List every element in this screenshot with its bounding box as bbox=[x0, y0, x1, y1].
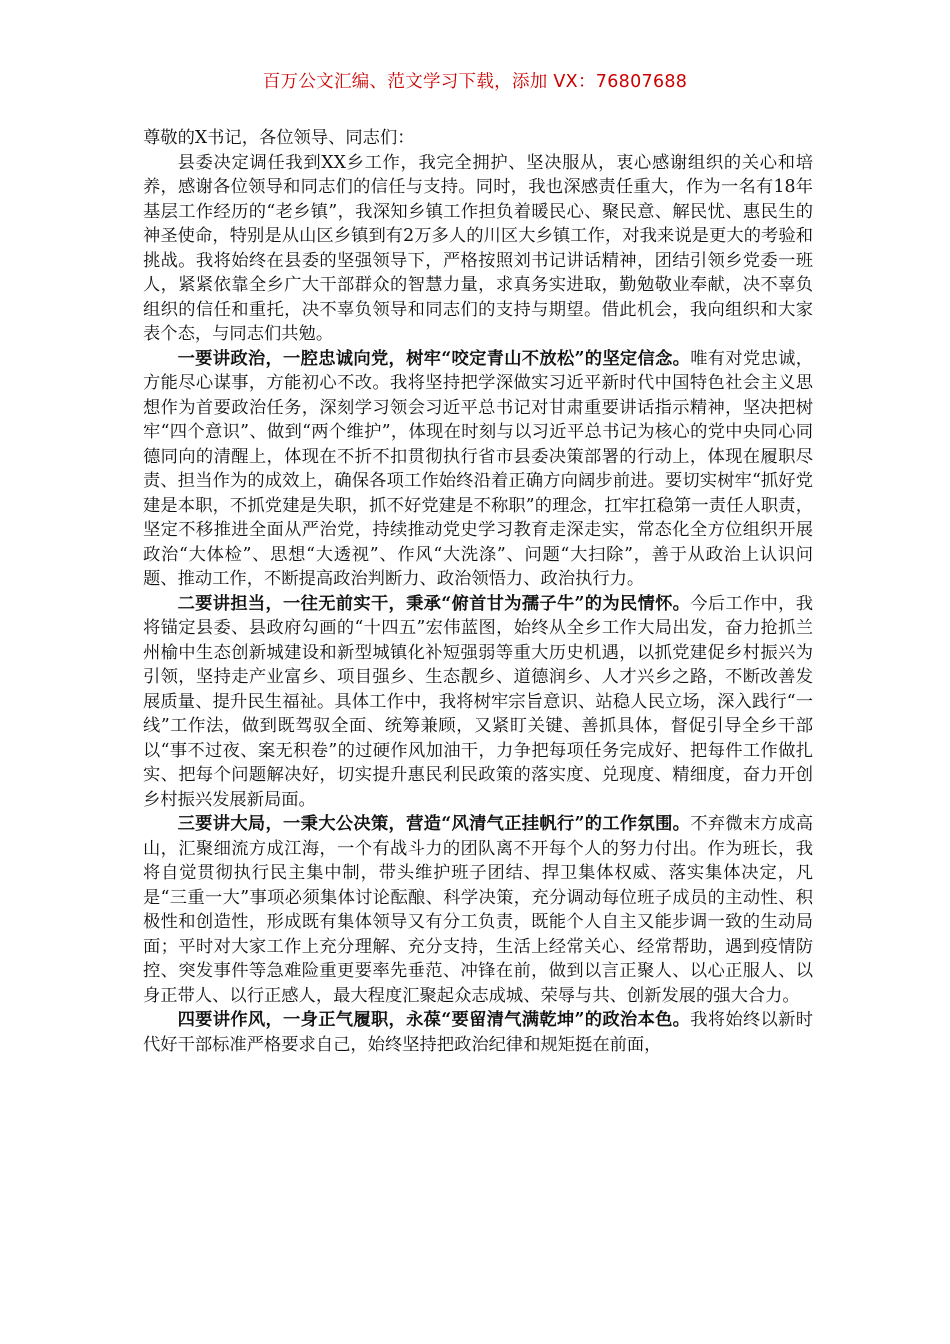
speech-body bbox=[143, 126, 813, 1057]
salutation: 尊敬的X书记，各位领导、同志们： bbox=[143, 128, 415, 148]
section-heading: 四要讲作风，一身正气履职，永葆“要留清气满乾坤”的政治本色。 bbox=[177, 1010, 691, 1030]
intro-paragraph: 县委决定调任我到XX乡工作，我完全拥护、坚决服从，衷心感谢组织的关心和培养，感谢各位领导和同志们的信任与支持。同时，我也深感责任重大，作为一名有18年基层工作经历的“老乡镇”，我深知乡镇工作担负着暖民心、聚民意、解民忧、惠民生的神圣使命，特别是从山区乡镇到有2万多人的川区大乡镇工作，对我来说是更大的考验和挑战。我将始终在县委的坚强领导下，严格按照刘书记讲话精神，团结引领乡党委一班人，紧紧依靠全乡广大干部群众的智慧力量，求真务实进取，勤勉敬业奉献，决不辜负组织的信任和重托，决不辜负领导和同志们的支持与期望。借此机会，我向组织和大家表个态，与同志们共勉。 bbox=[143, 152, 813, 344]
section-body: 今后工作中，我将锚定县委、县政府勾画的“十四五”宏伟蓝图，始终从全乡工作大局出发，奋力抢抓兰州榆中生态创新城建设和新型城镇化补短强弱等重大历史机遇，以抓党建促乡村振兴为引领，坚持走产业富乡、项目强乡、生态靓乡、道德润乡、人才兴乡之路，不断改善发展质量、提升民生福祉。具体工作中，我将树牢宗旨意识、站稳人民立场，深入践行“一线”工作法，做到既驾驭全面、统筹兼顾，又紧盯关键、善抓具体，督促引导全乡干部以“事不过夜、案无积卷”的过硬作风加油干，力争把每项任务完成好、把每件工作做扎实、把每个问题解决好，切实提升惠民利民政策的落实度、兑现度、精细度，奋力开创乡村振兴发展新局面。 bbox=[143, 593, 813, 810]
section-paragraph bbox=[143, 347, 813, 592]
section-paragraph bbox=[143, 812, 813, 1008]
section-body: 我将始终以新时代好干部标准严格要求自己，始终坚持把政治纪律和规矩挺在前面， bbox=[143, 1010, 813, 1055]
section-heading: 二要讲担当，一往无前实干，秉承“俯首甘为孺子牛”的为民情怀。 bbox=[177, 593, 691, 614]
promo-header: 百万公文汇编、范文学习下载，添加 VX：76807688 bbox=[262, 72, 688, 92]
section-body: 唯有对党忠诚，方能尽心谋事，方能初心不改。我将坚持把学深做实习近平新时代中国特色社会主义思想作为首要政治任务，深刻学习领会习近平总书记对甘肃重要讲话指示精神，坚决把树牢“四个意识”、做到“两个维护”，体现在时刻与以习近平总书记为核心的党中央同心同德同向的清醒上，体现在不折不扣贯彻执行省市县委决策部署的行动上，体现在履职尽责、担当作为的成效上，确保各项工作始终沿着正确方向阔步前进。要切实树牢“抓好党建是本职，不抓党建是失职，抓不好党建是不称职”的理念，扛牢扛稳第一责任人职责，坚定不移推进全面从严治党，持续推动党史学习教育走深走实，常态化全方位组织开展政治“大体检”、思想“大透视”、作风“大洗涤”、问题“大扫除”，善于从政治上认识问题、推动工作，不断提高政治判断力、政治领悟力、政治执行力。 bbox=[143, 348, 813, 589]
section-paragraph bbox=[143, 1008, 813, 1057]
section-heading: 三要讲大局，一秉大公决策，营造“风清气正挂帆行”的工作氛围。 bbox=[177, 814, 691, 834]
section-paragraph bbox=[143, 592, 813, 813]
section-body: 不弃微末方成高山，汇聚细流方成江海，一个有战斗力的团队离不开每个人的努力付出。作为班长，我将自觉贯彻执行民主集中制，带头维护班子团结、捍卫集体权威、落实集体决定，凡是“三重一大”事项必须集体讨论酝酿、科学决策，充分调动每位班子成员的主动性、积极性和创造性，形成既有集体领导又有分工负责，既能个人自主又能步调一致的生动局面；平时对大家工作上充分理解、充分支持，生活上经常关心、经常帮助，遇到疫情防控、突发事件等急难险重更要率先垂范、冲锋在前，做到以言正聚人、以心正服人、以身正带人、以行正感人，最大程度汇聚起众志成城、荣辱与共、创新发展的强大合力。 bbox=[143, 814, 813, 1006]
section-heading: 一要讲政治，一腔忠诚向党，树牢“咬定青山不放松”的坚定信念。 bbox=[177, 348, 691, 369]
